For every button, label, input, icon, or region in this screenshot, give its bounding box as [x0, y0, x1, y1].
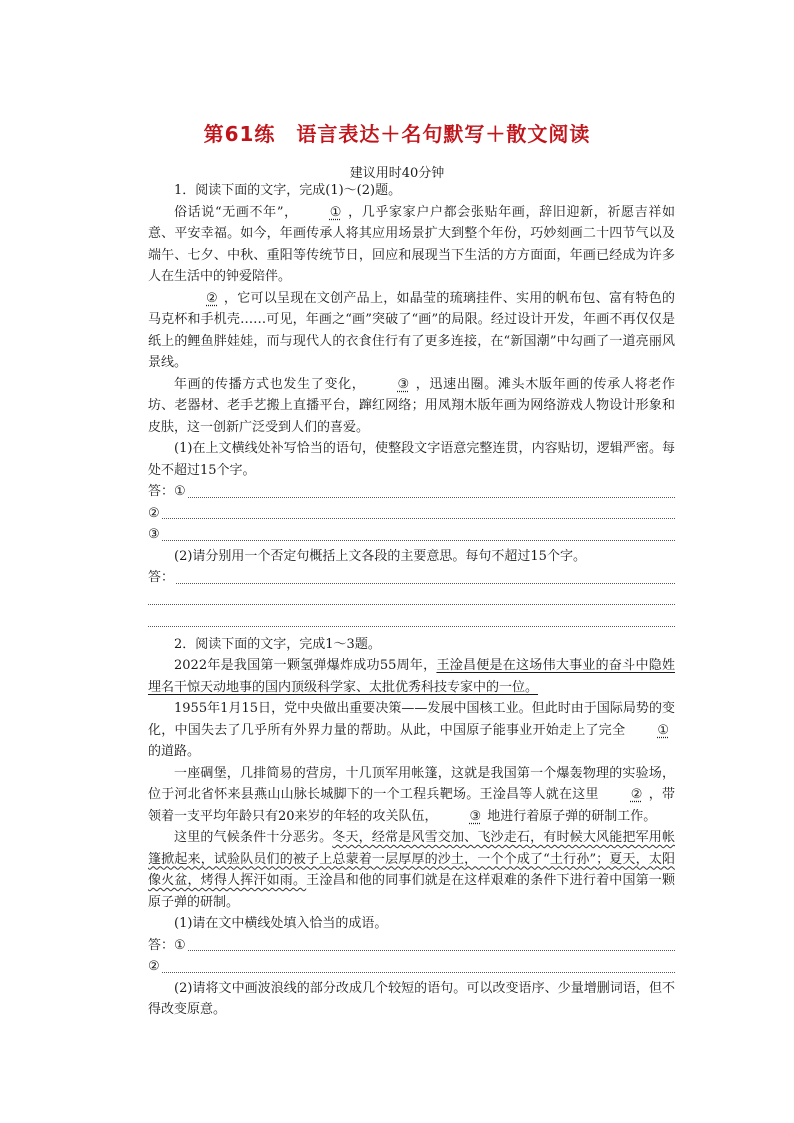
q1-answer2-label: 答： [148, 570, 175, 585]
q1-answer2-row-3[interactable] [148, 610, 675, 632]
answer-line[interactable] [176, 583, 675, 584]
q1-paragraph-1 [148, 202, 675, 288]
q1-answer-mark-2: ② [148, 505, 160, 521]
q1-answer-label: 答： [148, 484, 175, 499]
q2-answer-label: 答： [148, 937, 175, 953]
q2-answer-row-2[interactable] [148, 956, 675, 978]
q1-p2-text: ，它可以呈现在文创产品上，如晶莹的琉璃挂件、实用的帆布包、富有特色的马克杯和手机壳……可见，年画之“画”突破了“画”的局限。经过设计开发，年画不再仅仅是纸上的鲤鱼胖娃娃，而与现代人的衣食住行有了更多连接，在“新国潮”中勾画了一道亮丽风景线。 [148, 290, 675, 370]
q1-blank-1: ① [329, 204, 342, 220]
q1-paragraph-2 [148, 288, 675, 374]
q2-p3-text-a: 一座碉堡，几排简易的营房，十几顶军用帐篷，这就是我国第一个爆轰物理的实验场，位于河北省怀来县燕山山脉长城脚下的一个工程兵靶场。王淦昌等人就在这里 [148, 765, 675, 802]
answer-line[interactable] [148, 604, 675, 605]
q2-p4-text-a: 这里的气候条件十分恶劣。 [174, 830, 333, 845]
answer-line[interactable] [162, 518, 675, 519]
q1-answer-row-3[interactable] [148, 524, 675, 546]
q2-subquestion-1: (1)请在文中横线处填入恰当的成语。 [174, 916, 388, 931]
q1-p3-text-b: ，迅速出圈。滩头木版年画的传承人将老作坊、老器材、老手艺搬上直播平台，蹿红网络；用凤翔木版年画为网络游戏人物设计形象和皮肤，这一创新广泛受到人们的喜爱。 [148, 376, 675, 435]
q1-answer-mark-3: ③ [148, 527, 160, 542]
q1-subquestion-1: (1)在上文横线处补写恰当的语句，使整段文字语意完整连贯，内容贴切，逻辑严密。每处不超过15个字。 [148, 441, 675, 478]
q1-p1-text-a: 俗话说“无画不年”， [174, 204, 298, 220]
q2-p3-text-b: ，带领着一支平均年龄只有20来岁的年轻的攻关队伍， [148, 787, 675, 824]
q2-blank-2: ② [630, 787, 643, 802]
q1-heading: 1．阅读下面的文字，完成(1)～(2)题。 [174, 183, 402, 198]
q2-paragraph-4 [148, 827, 675, 913]
q2-p1-underlined: 王淦昌便是在这场伟大事业的奋斗中隐姓埋名干惊天动地事的国内顶级科学家、太批优秀科技专家中的一位。 [148, 658, 675, 695]
q1-subquestion-2: (2)请分别用一个否定句概括上文各段的主要意思。每句不超过15个字。 [174, 548, 586, 564]
answer-line[interactable] [148, 626, 675, 627]
q2-p3-text-c: 地进行着原子弹的研制工作。 [487, 808, 657, 824]
q1-p1-text-b: ，几乎家家户户都会张贴年画，辞旧迎新，祈愿吉祥如意、平安幸福。如今，年画传承人将其应用场景扩大到整个年份，巧妙刻画二十四节气以及端午、七夕、中秋、重阳等传统节日，回应和展现当下生活的方方面面，年画已经成为许多人在生活中的钟爱陪伴。 [148, 204, 675, 284]
q2-answer-row-1[interactable] [148, 935, 675, 957]
q2-paragraph-2 [148, 698, 675, 763]
q2-answer-mark-1: ① [174, 937, 186, 953]
q2-p1-text: 2022年是我国第一颗氢弹爆炸成功55周年， [174, 658, 437, 673]
content-body [148, 180, 675, 1021]
q1-blank-2: ② [206, 290, 218, 306]
q1-paragraph-3 [148, 374, 675, 439]
answer-line[interactable] [188, 950, 675, 951]
q1-answer-mark-1: ① [174, 484, 186, 499]
q2-blank-1: ① [657, 722, 669, 738]
q2-paragraph-3 [148, 763, 675, 828]
q2-p2-text-a: 1955年1月15日，党中央做出重要决策——发展中国核工业。但此时由于国际局势的变化，中国失去了几乎所有外界力量的帮助。从此，中国原子能事业开始走上了完全 [148, 701, 675, 738]
q2-p4-wavy-text: 冬天，经常是风雪交加、飞沙走石，有时候大风能把军用帐篷掀起来，试验队员们的被子上总蒙着一层厚厚的沙土，一个个成了“土行孙”；夏天，太阳像火盆，烤得人挥汗如雨。 [148, 830, 675, 888]
q1-blank-3: ③ [397, 376, 410, 392]
page-title: 第61练 语言表达＋名句默写＋散文阅读 [203, 122, 591, 146]
q2-subquestion-2: (2)请将文中画波浪线的部分改成几个较短的语句。可以改变语序、少量增删词语，但不得改变原意。 [148, 980, 675, 1017]
q2-p2-text-b: 的道路。 [148, 744, 201, 759]
q1-p3-text-a: 年画的传播方式也发生了变化， [174, 376, 366, 392]
suggested-time: 建议用时40分钟 [349, 166, 445, 181]
q1-answer2-row-1[interactable] [148, 567, 675, 589]
q2-blank-3: ③ [469, 808, 482, 824]
answer-line[interactable] [162, 540, 675, 541]
q2-heading: 2．阅读下面的文字，完成1～3题。 [174, 636, 381, 652]
q1-answer-row-1[interactable] [148, 481, 675, 503]
q1-answer2-row-2[interactable] [148, 589, 675, 611]
q2-answer-mark-2: ② [148, 959, 160, 974]
answer-line[interactable] [162, 972, 675, 973]
q1-answer-row-2[interactable] [148, 503, 675, 525]
q2-p4-text-b: 王淦昌和他的同事们就是在这样艰难的条件下进行着中国第一颗原子弹的研制。 [148, 873, 675, 910]
q2-paragraph-1 [148, 655, 675, 698]
answer-line[interactable] [188, 497, 675, 498]
